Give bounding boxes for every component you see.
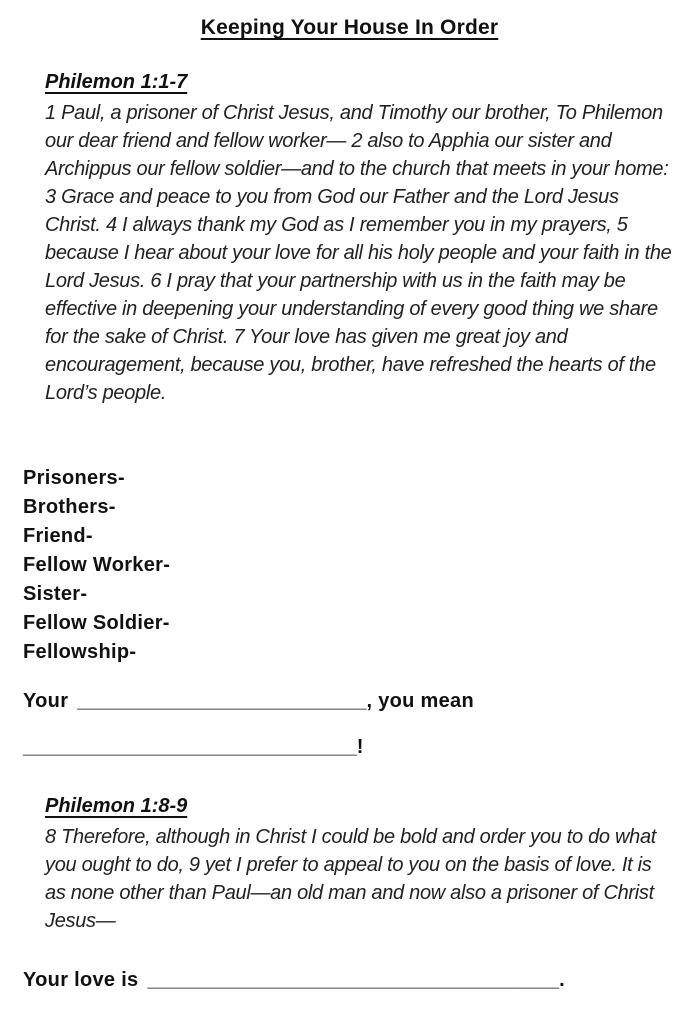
fill-in-2-blank[interactable]: _____________________________________ [147, 969, 560, 991]
fill-in-sentence-2 [23, 969, 565, 992]
list-item-fellow-soldier: Fellow Soldier- [23, 612, 170, 634]
list-item-prisoners: Prisoners- [23, 467, 125, 489]
list-item-sister: Sister- [23, 583, 88, 605]
fill-in-1-middle: , you mean [366, 690, 474, 712]
roles-list [23, 464, 170, 667]
passage-1-text: 1 Paul, a prisoner of Christ Jesus, and Timothy our brother, To Philemon our dear friend and fellow worker— 2 also to Apphia our sister and Archippus our fellow soldier—and to the church that meets in your home: 3 Grace and peace to you from God our Father and the Lord Jesus Christ. 4 I always thank my God as I remember you in my prayers, 5 because I hear about your love for all his holy people and your faith in the Lord Jesus. 6 I pray that your partnership with us in the faith may be effective in deepening your understanding of every good thing we share for the sake of Christ. 7 Your love has given me great joy and encouragement, because you, brother, have refreshed the hearts of the Lord’s people. [45, 102, 672, 404]
list-item-fellowship: Fellowship- [23, 641, 137, 663]
fill-in-2-prefix: Your love is [23, 969, 139, 991]
fill-in-1-end: ! [356, 736, 364, 758]
fill-in-1-prefix: Your [23, 690, 69, 712]
passage-2-text: 8 Therefore, although in Christ I could be bold and order you to do what you ought to do, 9 yet I prefer to appeal to you on the basis of love. It is as none other than Paul—an old man and now also a prisoner of Christ Jesus— [45, 826, 657, 932]
passage-2-section [45, 795, 673, 935]
fill-in-2-end: . [559, 969, 565, 991]
passage-1-heading: Philemon 1:1-7 [45, 71, 188, 93]
list-item-friend: Friend- [23, 525, 93, 547]
page-title: Keeping Your House In Order [200, 16, 499, 39]
list-item-brothers: Brothers- [23, 496, 116, 518]
passage-1-section [45, 71, 673, 407]
fill-in-1-blank-b[interactable]: ______________________________ [23, 736, 357, 758]
list-item-fellow-worker: Fellow Worker- [23, 554, 171, 576]
passage-2-heading: Philemon 1:8-9 [45, 795, 188, 817]
fill-in-sentence-1-line-2 [23, 736, 364, 759]
fill-in-1-blank-a[interactable]: __________________________ [77, 690, 367, 712]
fill-in-sentence-1-line-1 [23, 690, 474, 713]
